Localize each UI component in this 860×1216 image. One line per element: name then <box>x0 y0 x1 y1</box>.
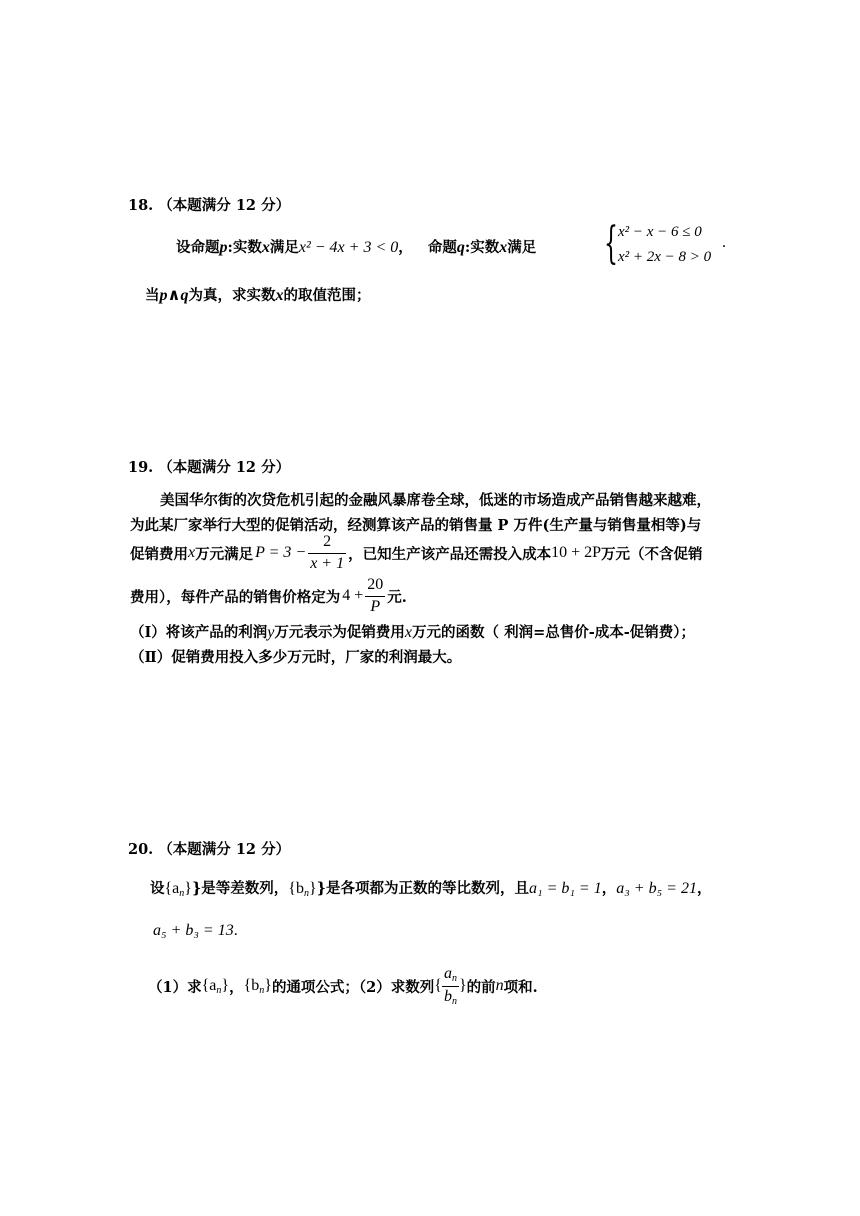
seq-b: $\{b_n\}$ <box>288 880 317 899</box>
q20-header <box>128 838 290 859</box>
q18-text: 满足 <box>507 239 537 256</box>
var-p: p <box>219 239 228 256</box>
ineq-p: x² − 4x + 3 < 0 <box>298 239 399 256</box>
q20-line1 <box>150 877 711 899</box>
q19-text: 费用），每件产品的销售价格定为 <box>130 588 341 606</box>
seq-a: $\{a_n\}$ <box>201 976 230 996</box>
q19-line4 <box>130 574 407 618</box>
q19-line3 <box>130 531 703 575</box>
q18-line1 <box>176 236 536 257</box>
q20-points: （本题满分 12 分） <box>158 841 291 858</box>
cond-2: a₃ + b₅ = 21 <box>616 880 697 897</box>
var-x: x <box>261 239 270 256</box>
q20-text: （1）求 <box>148 978 202 996</box>
var-x: x <box>188 544 196 561</box>
q19-line1: 美国华尔街的次贷危机引起的金融风暴席卷全球，低迷的市场造成产品销售越来越难， <box>160 492 711 509</box>
q18-text: 为真，求实数 <box>188 287 276 304</box>
q18-period: . <box>722 234 726 251</box>
seq-a: $\{a_n\}$ <box>164 880 192 899</box>
var-x: x <box>275 287 284 304</box>
var-q: q <box>456 239 465 256</box>
q19-part1 <box>130 621 695 642</box>
q20-text: 的前 <box>466 978 496 996</box>
frac-num: 2 <box>308 533 346 553</box>
price-expr: 4 + <box>342 587 364 604</box>
var-y: y <box>267 624 275 641</box>
q19-text: （Ⅰ）将该产品的利润 <box>130 624 268 641</box>
q19-text: 万元表示为促销费用 <box>274 624 405 641</box>
q18-line2 <box>145 284 371 305</box>
q20-text: ， <box>601 880 617 897</box>
q20-text: 的通项公式；（2）求数列 <box>271 978 435 996</box>
brace-icon: { <box>604 218 618 269</box>
eq-p: P = 3 − <box>255 544 307 561</box>
q20-line2 <box>153 922 238 940</box>
fraction-an-over-bn: $\frac{a_n}{b_n}$ <box>443 965 457 1007</box>
q18-number: 18. <box>128 197 154 214</box>
q20-number: 20. <box>128 841 154 858</box>
cond-1: a₁ = b₁ = 1 <box>529 880 602 897</box>
var-x: x <box>404 624 413 641</box>
q18-header <box>128 194 290 215</box>
q18-text: :实数 <box>227 239 262 256</box>
q19-number: 19. <box>128 459 154 476</box>
q19-line2: 为此某厂家举行大型的促销活动，经测算该产品的销售量 P 万件(生产量与销售量相等)与 <box>130 517 702 534</box>
q18-text: 设命题 <box>176 239 220 256</box>
q19-text: 万元的函数（ 利润=总售价-成本-促销费）； <box>412 624 695 641</box>
q20-text: ， <box>229 978 244 996</box>
q18-sys-row1: x² − x − 6 ≤ 0 <box>618 224 702 240</box>
q20-text: ， <box>696 880 712 897</box>
seq-b: $\{b_n\}$ <box>243 976 272 996</box>
q18-sys-row2: x² + 2x − 8 > 0 <box>618 249 712 265</box>
cost-expr: 10 + 2P <box>551 544 602 561</box>
frac-num: 20 <box>365 576 385 596</box>
q19-text: ，已知生产该产品还需投入成本 <box>348 545 552 563</box>
fraction-2-over-x1 <box>308 533 346 573</box>
q18-text: ， <box>398 239 413 256</box>
q19-text: 万元满足 <box>195 545 254 563</box>
q20-text: 设 <box>150 880 165 897</box>
q19-header <box>128 456 290 477</box>
q20-text: 项和. <box>503 978 538 996</box>
q18-points: （本题满分 12 分） <box>158 197 291 214</box>
frac-den: P <box>370 597 381 615</box>
q18-text: 命题 <box>427 239 457 256</box>
frac-den: x + 1 <box>310 554 345 572</box>
q18-text: :实数 <box>464 239 500 256</box>
q20-period: . <box>233 922 238 939</box>
q19-text: 促销费用 <box>130 545 188 563</box>
cond-3: a₅ + b₃ = 13 <box>153 922 234 939</box>
var-x: x <box>499 239 508 256</box>
q20-parts: （1）求 $\{a_n\}$ ， $\{b_n\}$ 的通项公式；（2）求数列 { $\frac{a_n}{b_n}$ } 的前 n 项和. <box>148 965 538 1007</box>
fraction-20-over-p <box>365 576 385 616</box>
q19-points: （本题满分 12 分） <box>158 459 291 476</box>
q20-text: }是各项都为正数的等比数列，且 <box>316 880 529 897</box>
q19-text: 万元（不含促销 <box>601 545 703 563</box>
expr-p-and-q: p∧q <box>159 287 189 304</box>
q18-text: 当 <box>145 287 160 304</box>
var-n: n <box>495 977 504 994</box>
q18-text: 满足 <box>269 239 299 256</box>
q20-text: }是等差数列， <box>191 880 289 897</box>
q19-text: 元. <box>387 588 407 606</box>
q19-part2: （Ⅱ）促销费用投入多少万元时，厂家的利润最大。 <box>130 649 462 666</box>
q18-text: 的取值范围； <box>283 287 371 304</box>
